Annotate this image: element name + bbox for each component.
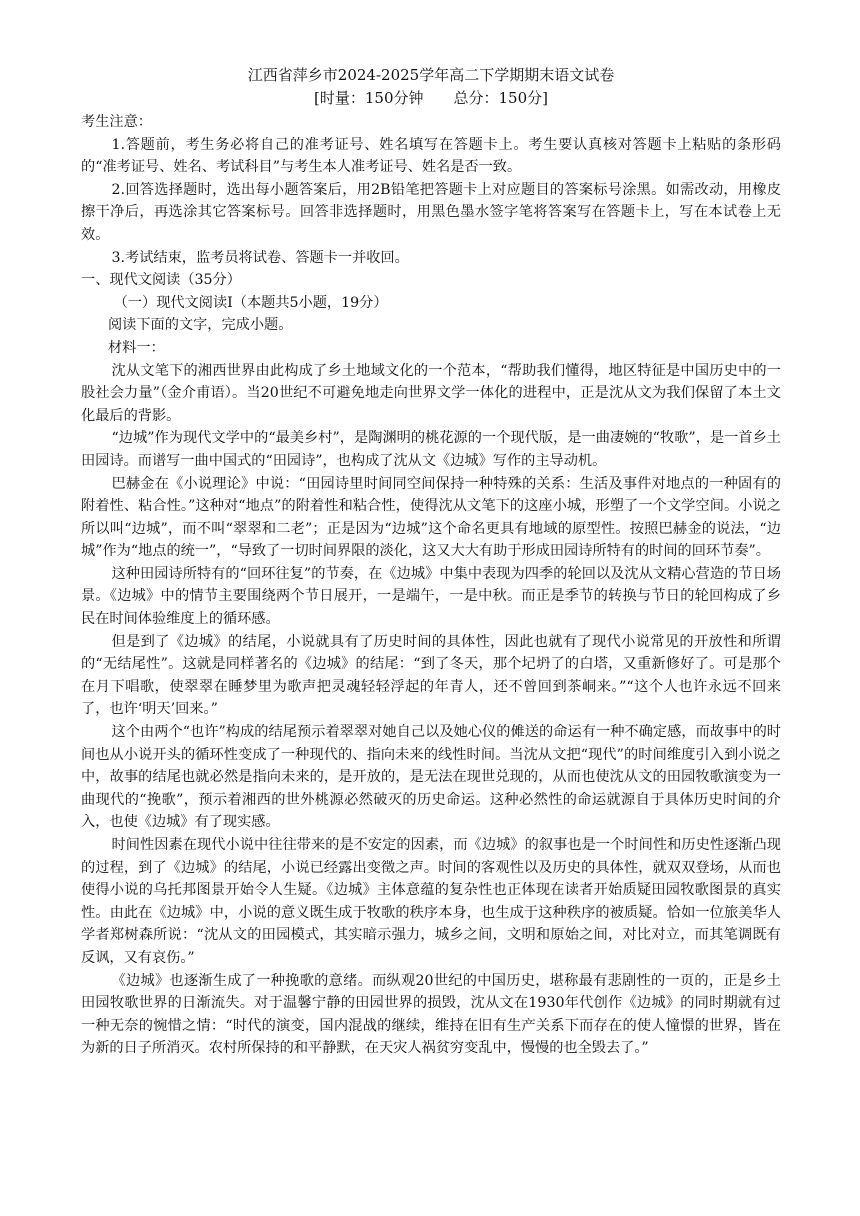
notice-item-3: 3.考试结束，监考员将试卷、答题卡一并收回。: [111, 249, 409, 266]
paragraph: 这个由两个“也许”构成的结尾预示着翠翠对她自己以及她心仪的傩送的命运有一种不确定感，而故事中的时间也从小说开头的循环性变成了一种现代的、指向未来的线性时间。当沈从文把“现代”的时间维度引入到小说之中，故事的结尾也就必然是指向未来的，是开放的，是无法在现世兑现的，从而也使沈从文的田园牧歌演变为一曲现代的“挽歌”，预示着湘西的世外桃源必然破灭的历史命运。这种必然性的命运就源自于具体历史时间的介入，也使《边城》有了现实感。: [81, 724, 781, 831]
material-label: 材料一：: [107, 339, 165, 356]
sub-section-heading: （一）现代文阅读Ⅰ（本题共5小题，19分）: [113, 294, 388, 311]
page-content: [81, 64, 781, 1060]
notice-label: 考生注意：: [81, 114, 152, 130]
section-heading: 一、现代文阅读（35分）: [81, 272, 241, 289]
paragraph: 巴赫金在《小说理论》中说：“田园诗里时间同空间保持一种特殊的关系：生活及事件对地点的一种固有的附着性、粘合性。”这种对“地点”的附着性和粘合性，使得沈从文笔下的这座小城，形塑了一个文学空间。小说之所以叫“边城”，而不叫“翠翠和二老”；正是因为“边城”这个命名更具有地域的原型性。按照巴赫金的说法，“边城”作为“地点的统一”，“导致了一切时间界限的淡化，这又大大有助于形成田园诗所特有的时间的回环节奏”。: [81, 475, 781, 560]
exam-time-score: [时量：150分钟 总分：150分]: [314, 89, 548, 107]
notice-item-2: 2.回答选择题时，选出每小题答案后，用2B铅笔把答题卡上对应题目的答案标号涂黑。如需改动，用橡皮擦干净后，再选涂其它答案标号。回答非选择题时，用黑色墨水签字笔将答案写在答题卡上，写在本试卷上无效。: [81, 181, 781, 243]
paragraph: “边城”作为现代文学中的“最美乡村”，是陶渊明的桃花源的一个现代版，是一曲凄婉的“牧歌”，是一首乡土田园诗。而谱写一曲中国式的“田园诗”，也构成了沈从文《边城》写作的主导动机。: [81, 430, 781, 469]
notice-item-1: 1.答题前，考生务必将自己的准考证号、姓名填写在答题卡上。考生要认真核对答题卡上粘贴的条形码的“准考证号、姓名、考试科目”与考生本人准考证号、姓名是否一致。: [81, 136, 781, 176]
paragraph: 沈从文笔下的湘西世界由此构成了乡土地域文化的一个范本，“帮助我们懂得，地区特征是中国历史中的一股社会力量”（金介甫语）。当20世纪不可避免地走向世界文学一体化的进程中，正是沈从文为我们保留了本土文化最后的背影。: [81, 362, 781, 424]
paragraph: 《边城》也逐渐生成了一种挽歌的意绪。而纵观20世纪的中国历史，堪称最有悲剧性的一页的，正是乡土田园牧歌世界的日渐流失。对于温馨宁静的田园世界的损毁，沈从文在1930年代创作《边城》的同时期就有过一种无奈的惋惜之情：“时代的演变，国内混战的继续，维持在旧有生产关系下而存在的使人憧憬的世界，皆在为新的日子所消灭。农村所保持的和平静默，在天灾人祸贫穷变乱中，慢慢的也全毁去了。”: [81, 972, 781, 1057]
paragraph: 但是到了《边城》的结尾，小说就具有了历史时间的具体性，因此也就有了现代小说常见的开放性和所谓的“无结尾性”。这就是同样著名的《边城》的结尾：“到了冬天，那个圮坍了的白塔，又重新修好了。可是那个在月下唱歌，使翠翠在睡梦里为歌声把灵魂轻轻浮起的年青人，还不曾回到茶峒来。”“这个人也许永远不回来了，也许‘明天’回来。”: [81, 633, 781, 718]
page-title: 江西省萍乡市2024-2025学年高二下学期期末语文试卷: [247, 66, 615, 84]
reading-instruction: 阅读下面的文字，完成小题。: [107, 317, 293, 334]
paragraph: 时间性因素在现代小说中往往带来的是不安定的因素，而《边城》的叙事也是一个时间性和历史性逐渐凸现的过程，到了《边城》的结尾，小说已经露出变徵之声。时间的客观性以及历史的具体性，就双双登场，从而也使得小说的乌托邦图景开始令人生疑。《边城》主体意蕴的复杂性也正体现在读者开始质疑田园牧歌图景的真实性。由此在《边城》中，小说的意义既生成于牧歌的秩序本身，也生成于这种秩序的被质疑。恰如一位旅美华人学者郑树森所说：“沈从文的田园模式，其实暗示强力，城乡之间，文明和原始之间，对比对立，而其笔调既有反讽，又有哀伤。”: [81, 837, 781, 966]
paragraph: 这种田园诗所特有的“回环往复”的节奏，在《边城》中集中表现为四季的轮回以及沈从文精心营造的节日场景。《边城》中的情节主要围绕两个节日展开，一是端午，一是中秋。而正是季节的转换与节日的轮回构成了乡民在时间体验维度上的循环感。: [81, 565, 781, 628]
